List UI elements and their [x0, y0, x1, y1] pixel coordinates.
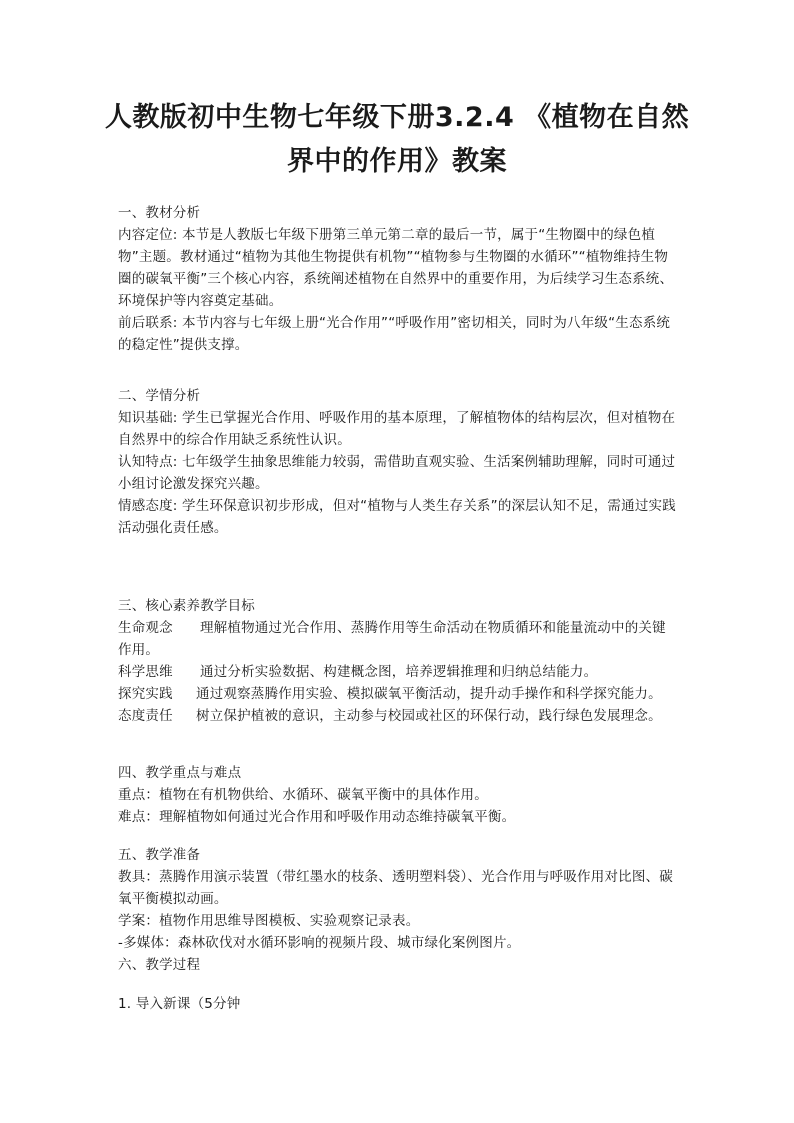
objective-text: 通过分析实验数据、构建概念图，培养逻辑推理和归纳总结能力。 — [200, 664, 598, 680]
paragraph-attitude: 情感态度: 学生环保意识初步形成，但对“植物与人类生存关系”的深层认知不足，需通过实践活动强化责任感。 — [118, 498, 676, 536]
section-textbook-analysis — [118, 202, 678, 356]
document-title — [100, 96, 694, 184]
section-heading: 五、教学准备 — [118, 847, 201, 863]
paragraph-teaching-aids: 教具：蒸腾作用演示装置（带红墨水的枝条、透明塑料袋）、光合作用与呼吸作用对比图、碳氧平衡模拟动画。 — [118, 869, 673, 907]
objective-text: 通过观察蒸腾作用实验、模拟碳氧平衡活动，提升动手操作和科学探究能力。 — [196, 686, 662, 702]
section-heading: 四、教学重点与难点 — [118, 765, 242, 781]
paragraph-cognitive-traits: 认知特点: 七年级学生抽象思维能力较弱，需借助直观实验、生活案例辅助理解，同时可通过小组讨论激发探究兴趣。 — [118, 454, 676, 492]
section-heading: 一、教材分析 — [118, 205, 201, 221]
objective-row — [118, 705, 678, 727]
objective-text: 理解植物通过光合作用、蒸腾作用等生命活动在物质循环和能量流动中的关键作用。 — [118, 620, 666, 658]
paragraph-multimedia: -多媒体：森林砍伐对水循环影响的视频片段、城市绿化案例图片。 — [118, 935, 521, 951]
paragraph-knowledge-base: 知识基础: 学生已掌握光合作用、呼吸作用的基本原理，了解植物体的结构层次，但对植物在自然界中的综合作用缺乏系统性认识。 — [118, 410, 676, 448]
section-core-objectives — [118, 595, 678, 727]
section-student-analysis — [118, 385, 678, 539]
paragraph-difficulty: 难点：理解植物如何通过光合作用和呼吸作用动态维持碳氧平衡。 — [118, 809, 516, 825]
objective-label: 态度责任 — [118, 708, 173, 724]
paragraph-study-guide: 学案：植物作用思维导图模板、实验观察记录表。 — [118, 913, 420, 929]
title-line-2: 界中的作用》教案 — [287, 146, 507, 177]
paragraph-focus: 重点：植物在有机物供给、水循环、碳氧平衡中的具体作用。 — [118, 787, 488, 803]
section-key-points — [118, 762, 678, 828]
objective-label: 科学思维 — [118, 664, 173, 680]
objective-label: 探究实践 — [118, 686, 173, 702]
process-step-1: 1. 导入新课（5分钟 — [118, 996, 241, 1012]
objective-row — [118, 683, 678, 705]
objective-row — [118, 617, 678, 661]
section-process-step — [118, 993, 678, 1015]
section-heading: 二、学情分析 — [118, 388, 201, 404]
section-heading: 三、核心素养教学目标 — [118, 598, 255, 614]
paragraph-connections: 前后联系: 本节内容与七年级上册“光合作用”“呼吸作用”密切相关，同时为八年级“生态系统的稳定性”提供支撑。 — [118, 315, 671, 353]
section-heading-process: 六、教学过程 — [118, 957, 201, 973]
objective-label: 生命观念 — [118, 620, 173, 636]
title-line-1: 人教版初中生物七年级下册3.2.4 《植物在自然 — [104, 102, 690, 133]
objective-row — [118, 661, 678, 683]
paragraph-content-position: 内容定位: 本节是人教版七年级下册第三单元第二章的最后一节，属于“生物圈中的绿色植物”主题。教材通过“植物为其他生物提供有机物”“植物参与生物圈的水循环”“植物维持生物圈的碳氧平衡”三个核心内容，系统阐述植物在自然界中的重要作用，为后续学习生态系统、环境保护等内容奠定基础。 — [118, 227, 674, 309]
section-preparation — [118, 844, 678, 976]
objective-text: 树立保护植被的意识，主动参与校园或社区的环保行动，践行绿色发展理念。 — [196, 708, 662, 724]
